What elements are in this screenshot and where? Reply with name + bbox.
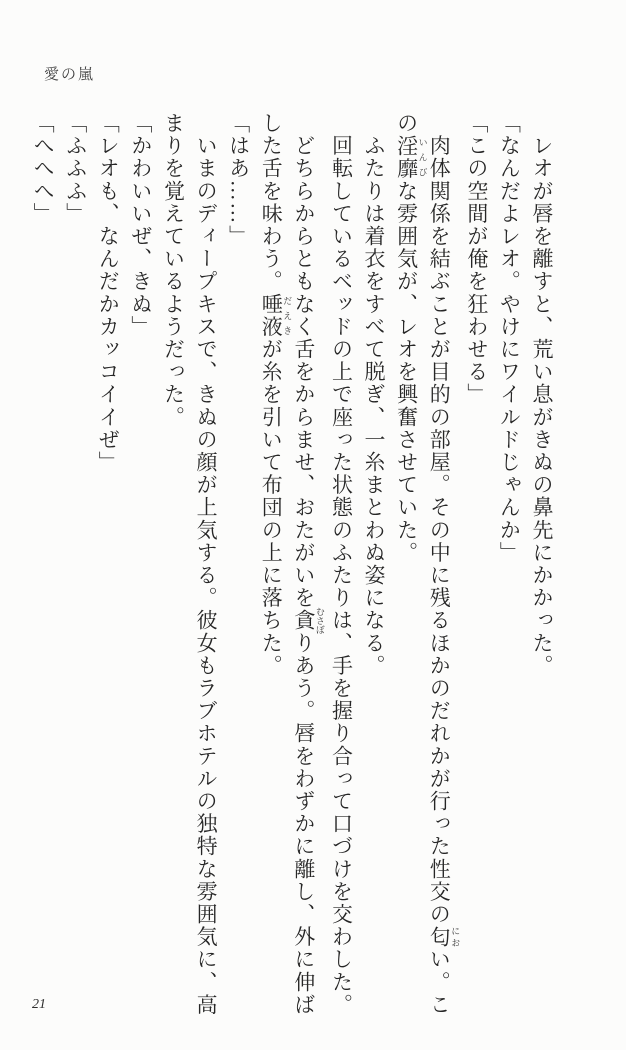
text-run: な雰囲気が、レオを興奮させていた。 — [394, 179, 419, 565]
page-number: 21 — [32, 997, 46, 1012]
paragraph — [157, 112, 222, 1023]
furigana: にお — [450, 925, 461, 949]
paragraph — [390, 112, 460, 1023]
furigana: いんび — [417, 134, 428, 180]
paragraph — [255, 112, 325, 1023]
text-run: ふたりは着衣をすべて脱ぎ、一糸まとわぬ姿になる。 — [362, 112, 387, 677]
text-run: どちらからともなく舌をからませ、おたがいを — [291, 112, 316, 610]
text-body — [27, 112, 559, 1023]
text-run: 「なんだよレオ。やけにワイルドじゃんか」 — [497, 112, 522, 564]
ruby-base: 匂 にお — [427, 925, 461, 949]
furigana: だえき — [282, 292, 293, 339]
paragraph — [222, 112, 255, 1023]
paragraph — [59, 112, 92, 1023]
text-run: 回転しているベッドの上で座った状態のふたりは、手を握り合って口づけを交わした。 — [329, 112, 354, 1016]
ruby-base: 貪 むさぼ — [291, 607, 325, 635]
text-run: 「この空間が俺を狂わせる」 — [464, 112, 489, 406]
text-run: が糸を引いて布団の上に落ちた。 — [259, 338, 284, 678]
text-run: レオが唇を離すと、荒い息がきぬの鼻先にかかった。 — [530, 112, 554, 677]
paragraph — [92, 112, 125, 1023]
text-run: 「はあ……」 — [226, 112, 251, 248]
paragraph — [27, 112, 60, 1023]
ruby-base: 淫靡 いんび — [394, 134, 428, 180]
paragraph — [124, 112, 157, 1023]
paragraph — [357, 112, 390, 1023]
paragraph — [525, 112, 558, 1023]
text-run: 肉体関係を結ぶことが目的の部屋。その中に残るほかのだれかが行った性交の — [427, 112, 452, 926]
text-run: いまのディープキスで、きぬの顔が上気する。彼女もラブホテルの独特な雰囲気に、高まりを覚えているようだった。 — [161, 112, 219, 1016]
paragraph — [493, 112, 526, 1023]
text-run: い。この — [394, 112, 452, 1017]
furigana: むさぼ — [314, 607, 325, 635]
paragraph — [460, 112, 493, 1023]
ruby-base: 唾液 だえき — [259, 292, 293, 339]
text-run: 「へへへ」 — [31, 112, 56, 225]
running-header: 愛の嵐 — [44, 67, 96, 83]
text-run: 「ふふふ」 — [63, 112, 88, 225]
text-run: 「かわいいぜ、きぬ」 — [128, 112, 153, 338]
paragraph — [325, 112, 358, 1023]
text-run: りあう。唇をわずかに離し、外に伸ばした舌を味わう。 — [259, 112, 316, 1017]
text-run: 「レオも、なんだかカッコイイぜ」 — [96, 112, 121, 474]
